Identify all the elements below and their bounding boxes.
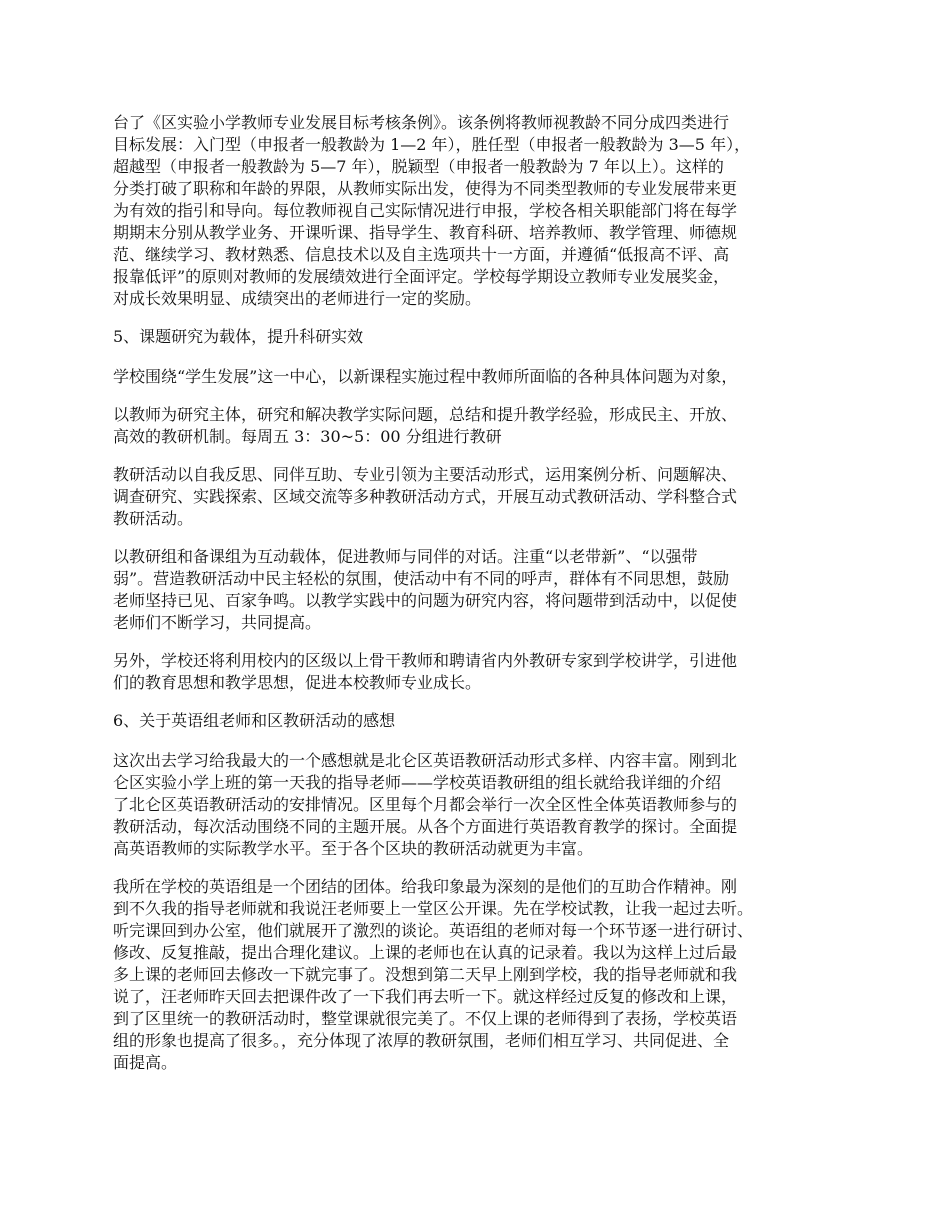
text-line: 超越型（申报者一般教龄为 5—7 年），脱颖型（申报者一般教龄为 7 年以上）。这样的 [113, 157, 724, 176]
text-line: 这次出去学习给我最大的一个感想就是北仑区英语教研活动形式多样、内容丰富。刚到北 [113, 751, 738, 770]
text-line: 台了《区实验小学教师专业发展目标考核条例》。该条例将教师视教龄不同分成四类进行 [113, 113, 730, 132]
text-line: 说了，汪老师昨天回去把课件改了一下我们再去听一下。就这样经过反复的修改和上课， [113, 987, 738, 1006]
section-heading-6: 6、关于英语组老师和区教研活动的感想 [113, 711, 396, 730]
paragraph-activity-forms [113, 464, 848, 530]
text-line: 调查研究、实践探索、区域交流等多种教研活动方式，开展互动式教研活动、学科整合式 [113, 487, 738, 506]
text-line: 我所在学校的英语组是一个团结的团体。给我印象最为深刻的是他们的互助合作精神。刚 [113, 877, 738, 896]
text-line: 修改、反复推敲，提出合理化建议。上课的老师也在认真的记录着。我以为这样上过后最 [113, 943, 738, 962]
text-line: 范、继续学习、教材熟悉、信息技术以及自主选项共十一方面，并遵循“低报高不评、高 [113, 245, 730, 264]
text-line: 学校围绕“学生发展”这一中心，以新课程实施过程中教师所面临的各种具体问题为对象， [113, 367, 738, 386]
paragraph-research-focus [113, 366, 848, 388]
text-line: 目标发展：入门型（申报者一般教龄为 1—2 年），胜任型（申报者一般教龄为 3—5 年）， [113, 135, 751, 154]
text-line: 以教师为研究主体，研究和解决教学实际问题，总结和提升教学经验，形成民主、开放、 [113, 405, 738, 424]
text-line: 到了区里统一的教研活动时，整堂课就很完美了。不仅上课的老师得到了表扬，学校英语 [113, 1009, 738, 1028]
text-line: 另外，学校还将利用校内的区级以上骨干教师和聘请省内外教研专家到学校讲学，引进他 [113, 651, 738, 670]
section-heading-5: 5、课题研究为载体，提升科研实效 [113, 327, 364, 346]
document-page [113, 112, 848, 1090]
text-line: 为有效的指引和导向。每位教师视自己实际情况进行申报，学校各相关职能部门将在每学 [113, 201, 738, 220]
paragraph-english-group [113, 876, 848, 1074]
text-line: 多上课的老师回去修改一下就完事了。没想到第二天早上刚到学校，我的指导老师就和我 [113, 965, 738, 984]
text-line: 教研活动以自我反思、同伴互助、专业引领为主要活动形式，运用案例分析、问题解决、 [113, 465, 738, 484]
text-line: 听完课回到办公室，他们就展开了激烈的谈论。英语组的老师对每一个环节逐一进行研讨、 [113, 921, 754, 940]
text-line: 报靠低评”的原则对教师的发展绩效进行全面评定。学校每学期设立教师专业发展奖金， [113, 267, 730, 286]
paragraph-research-mechanism [113, 404, 848, 448]
text-line: 老师们不断学习，共同提高。 [113, 613, 322, 632]
text-line: 高效的教研机制。每周五 3：30~5：00 分组进行教研 [113, 427, 502, 446]
text-line: 教研活动，每次活动围绕不同的主题开展。从各个方面进行英语教育教学的探讨。全面提 [113, 817, 738, 836]
text-line: 对成长效果明显、成绩突出的老师进行一定的奖励。 [113, 289, 482, 308]
text-line: 分类打破了职称和年龄的界限，从教师实际出发，使得为不同类型教师的专业发展带来更 [113, 179, 738, 198]
text-line: 老师坚持已见、百家争鸣。以教学实践中的问题为研究内容，将问题带到活动中，以促使 [113, 591, 738, 610]
text-line: 期期末分别从教学业务、开课听课、指导学生、教育科研、培养教师、教学管理、师德规 [113, 223, 738, 242]
paragraph-peer-dialogue [113, 546, 848, 634]
text-line: 仑区实验小学上班的第一天我的指导老师——学校英语教研组的组长就给我详细的介绍 [113, 773, 722, 792]
text-line: 组的形象也提高了很多。，充分体现了浓厚的教研氛围，老师们相互学习、共同促进、全 [113, 1031, 730, 1050]
text-line: 教研活动。 [113, 509, 194, 528]
text-line: 面提高。 [113, 1053, 178, 1072]
text-line: 以教研组和备课组为互动载体，促进教师与同伴的对话。注重“以老带新”、“以强带 [113, 547, 698, 566]
text-line: 们的教育思想和教学思想，促进本校教师专业成长。 [113, 673, 482, 692]
text-line: 弱”。营造教研活动中民主轻松的氛围，使活动中有不同的呼声，群体有不同思想，鼓励 [113, 569, 730, 588]
text-line: 高英语教师的实际教学水平。至于各个区块的教研活动就更为丰富。 [113, 839, 594, 858]
text-line: 到不久我的指导老师就和我说汪老师要上一堂区公开课。先在学校试教，让我一起过去听。 [113, 899, 754, 918]
paragraph-experts [113, 650, 848, 694]
paragraph-evaluation-regulation [113, 112, 848, 310]
text-line: 了北仑区英语教研活动的安排情况。区里每个月都会举行一次全区性全体英语教师参与的 [113, 795, 738, 814]
paragraph-impressions [113, 750, 848, 860]
